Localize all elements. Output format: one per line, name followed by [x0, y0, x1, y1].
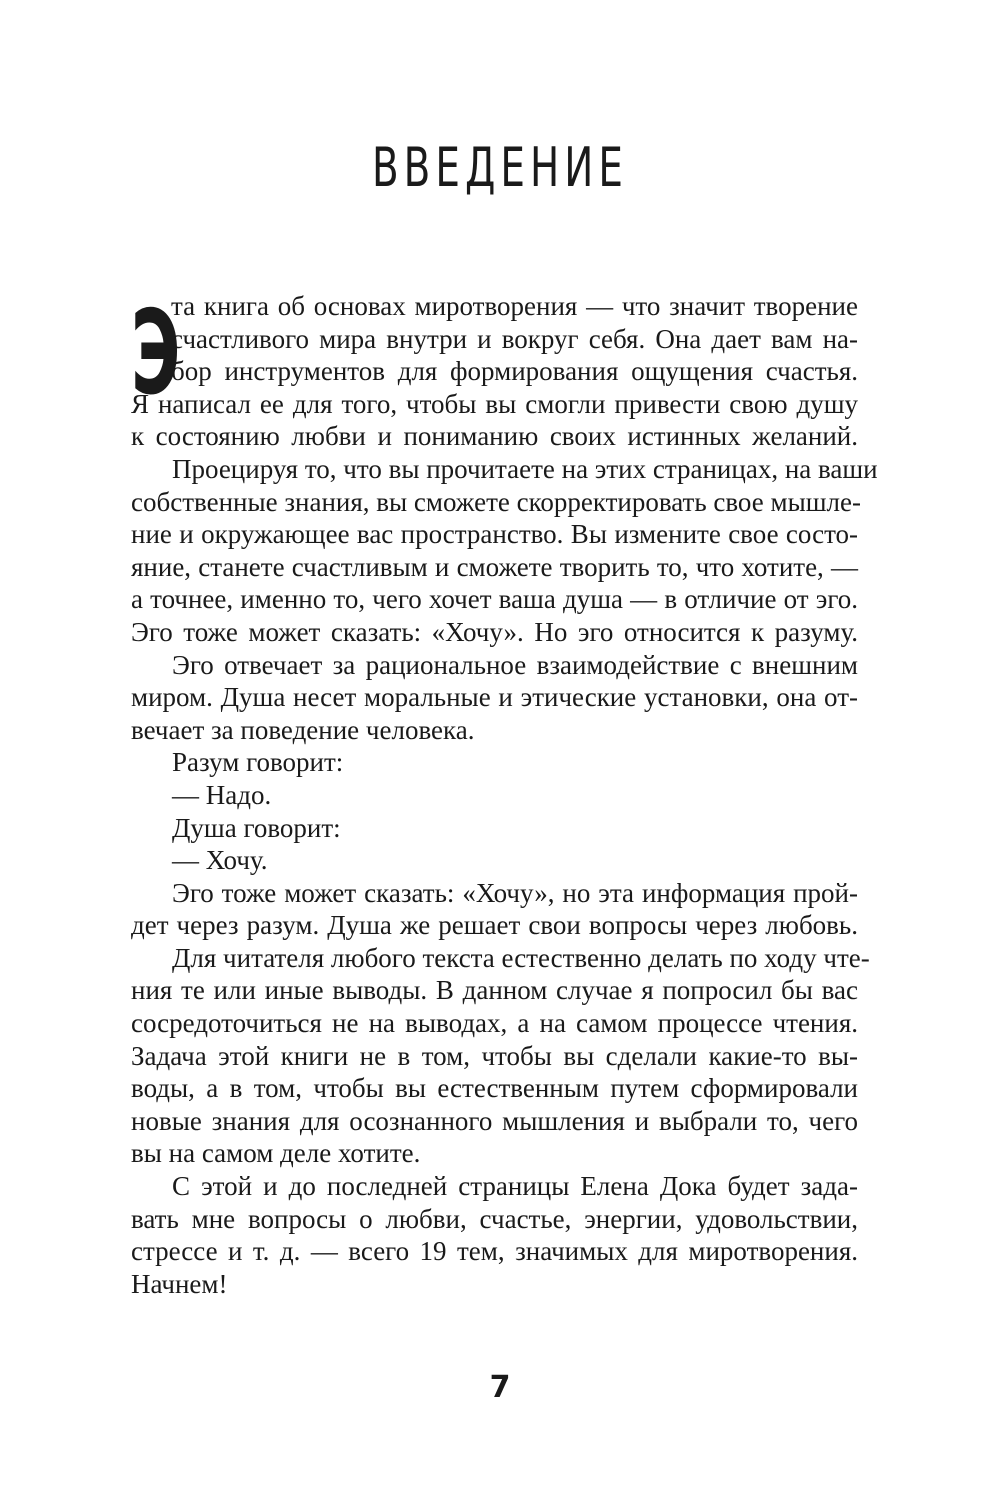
text-line: вать мне вопросы о любви, счастье, энергии, удовольствии,	[131, 1203, 858, 1234]
text-line: новые знания для осознанного мышления и выбрали то, чего	[131, 1105, 858, 1136]
text-line: яние, станете счастливым и сможете творить то, что хотите, —	[131, 551, 858, 582]
text-line: вы на самом деле хотите.	[131, 1138, 421, 1169]
text-line: Для читателя любого текста естественно делать по ходу чте-	[172, 942, 870, 973]
text-line: Начнем!	[131, 1268, 228, 1299]
text-line: Я написал ее для того, чтобы вы смогли привести свою душу	[131, 388, 858, 419]
text-line: воды, а в том, чтобы вы естественным путем сформировали	[131, 1073, 858, 1104]
text-line: Эго отвечает за рациональное взаимодействие с внешним	[172, 649, 858, 680]
text-line: та книга об основах миротворения — что значит творение	[171, 291, 858, 321]
text-line: Разум говорит:	[172, 747, 344, 778]
text-line: С этой и до последней страницы Елена Дока будет зада-	[172, 1171, 858, 1202]
text-line: Задача этой книги не в том, чтобы вы сделали какие-то вы-	[131, 1040, 858, 1071]
chapter-heading: ВВЕДЕНИЕ	[371, 136, 629, 199]
text-line: Эго тоже может сказать: «Хочу», но эта информация прой-	[172, 877, 858, 908]
page-number: 7	[489, 1370, 511, 1405]
text-line: стрессе и т. д. — всего 19 тем, значимых для миротворения.	[131, 1236, 858, 1267]
text-line: дет через разум. Душа же решает свои вопросы через любовь.	[131, 910, 858, 941]
text-line: к состоянию любви и пониманию своих истинных желаний.	[131, 421, 858, 452]
text-line: собственные знания, вы сможете скорректировать свое мышле-	[131, 486, 861, 517]
text-line: ние и окружающее вас пространство. Вы измените свое состо-	[131, 519, 858, 550]
text-line: бор инструментов для формирования ощущения счастья.	[171, 356, 858, 387]
drop-cap: Э	[131, 286, 181, 421]
body-text	[131, 286, 878, 1300]
text-line: вечает за поведение человека.	[131, 714, 475, 745]
text-line: а точнее, именно то, чего хочет ваша душа — в отличие от эго.	[131, 584, 858, 615]
text-line: счастливого мира внутри и вокруг себя. Она дает вам на-	[171, 323, 858, 354]
text-line: сосредоточиться не на выводах, а на самом процессе чтения.	[131, 1008, 858, 1039]
text-line: — Надо.	[172, 779, 272, 810]
text-line: ния те или иные выводы. В данном случае я попросил бы вас	[131, 975, 858, 1006]
text-line: Эго тоже может сказать: «Хочу». Но эго относится к разуму.	[131, 616, 858, 647]
text-line: Душа говорит:	[172, 812, 341, 843]
text-line: — Хочу.	[172, 845, 268, 876]
text-line: миром. Душа несет моральные и этические установки, она от-	[131, 682, 858, 713]
text-line: Проецируя то, что вы прочитаете на этих страницах, на ваши	[172, 453, 878, 484]
